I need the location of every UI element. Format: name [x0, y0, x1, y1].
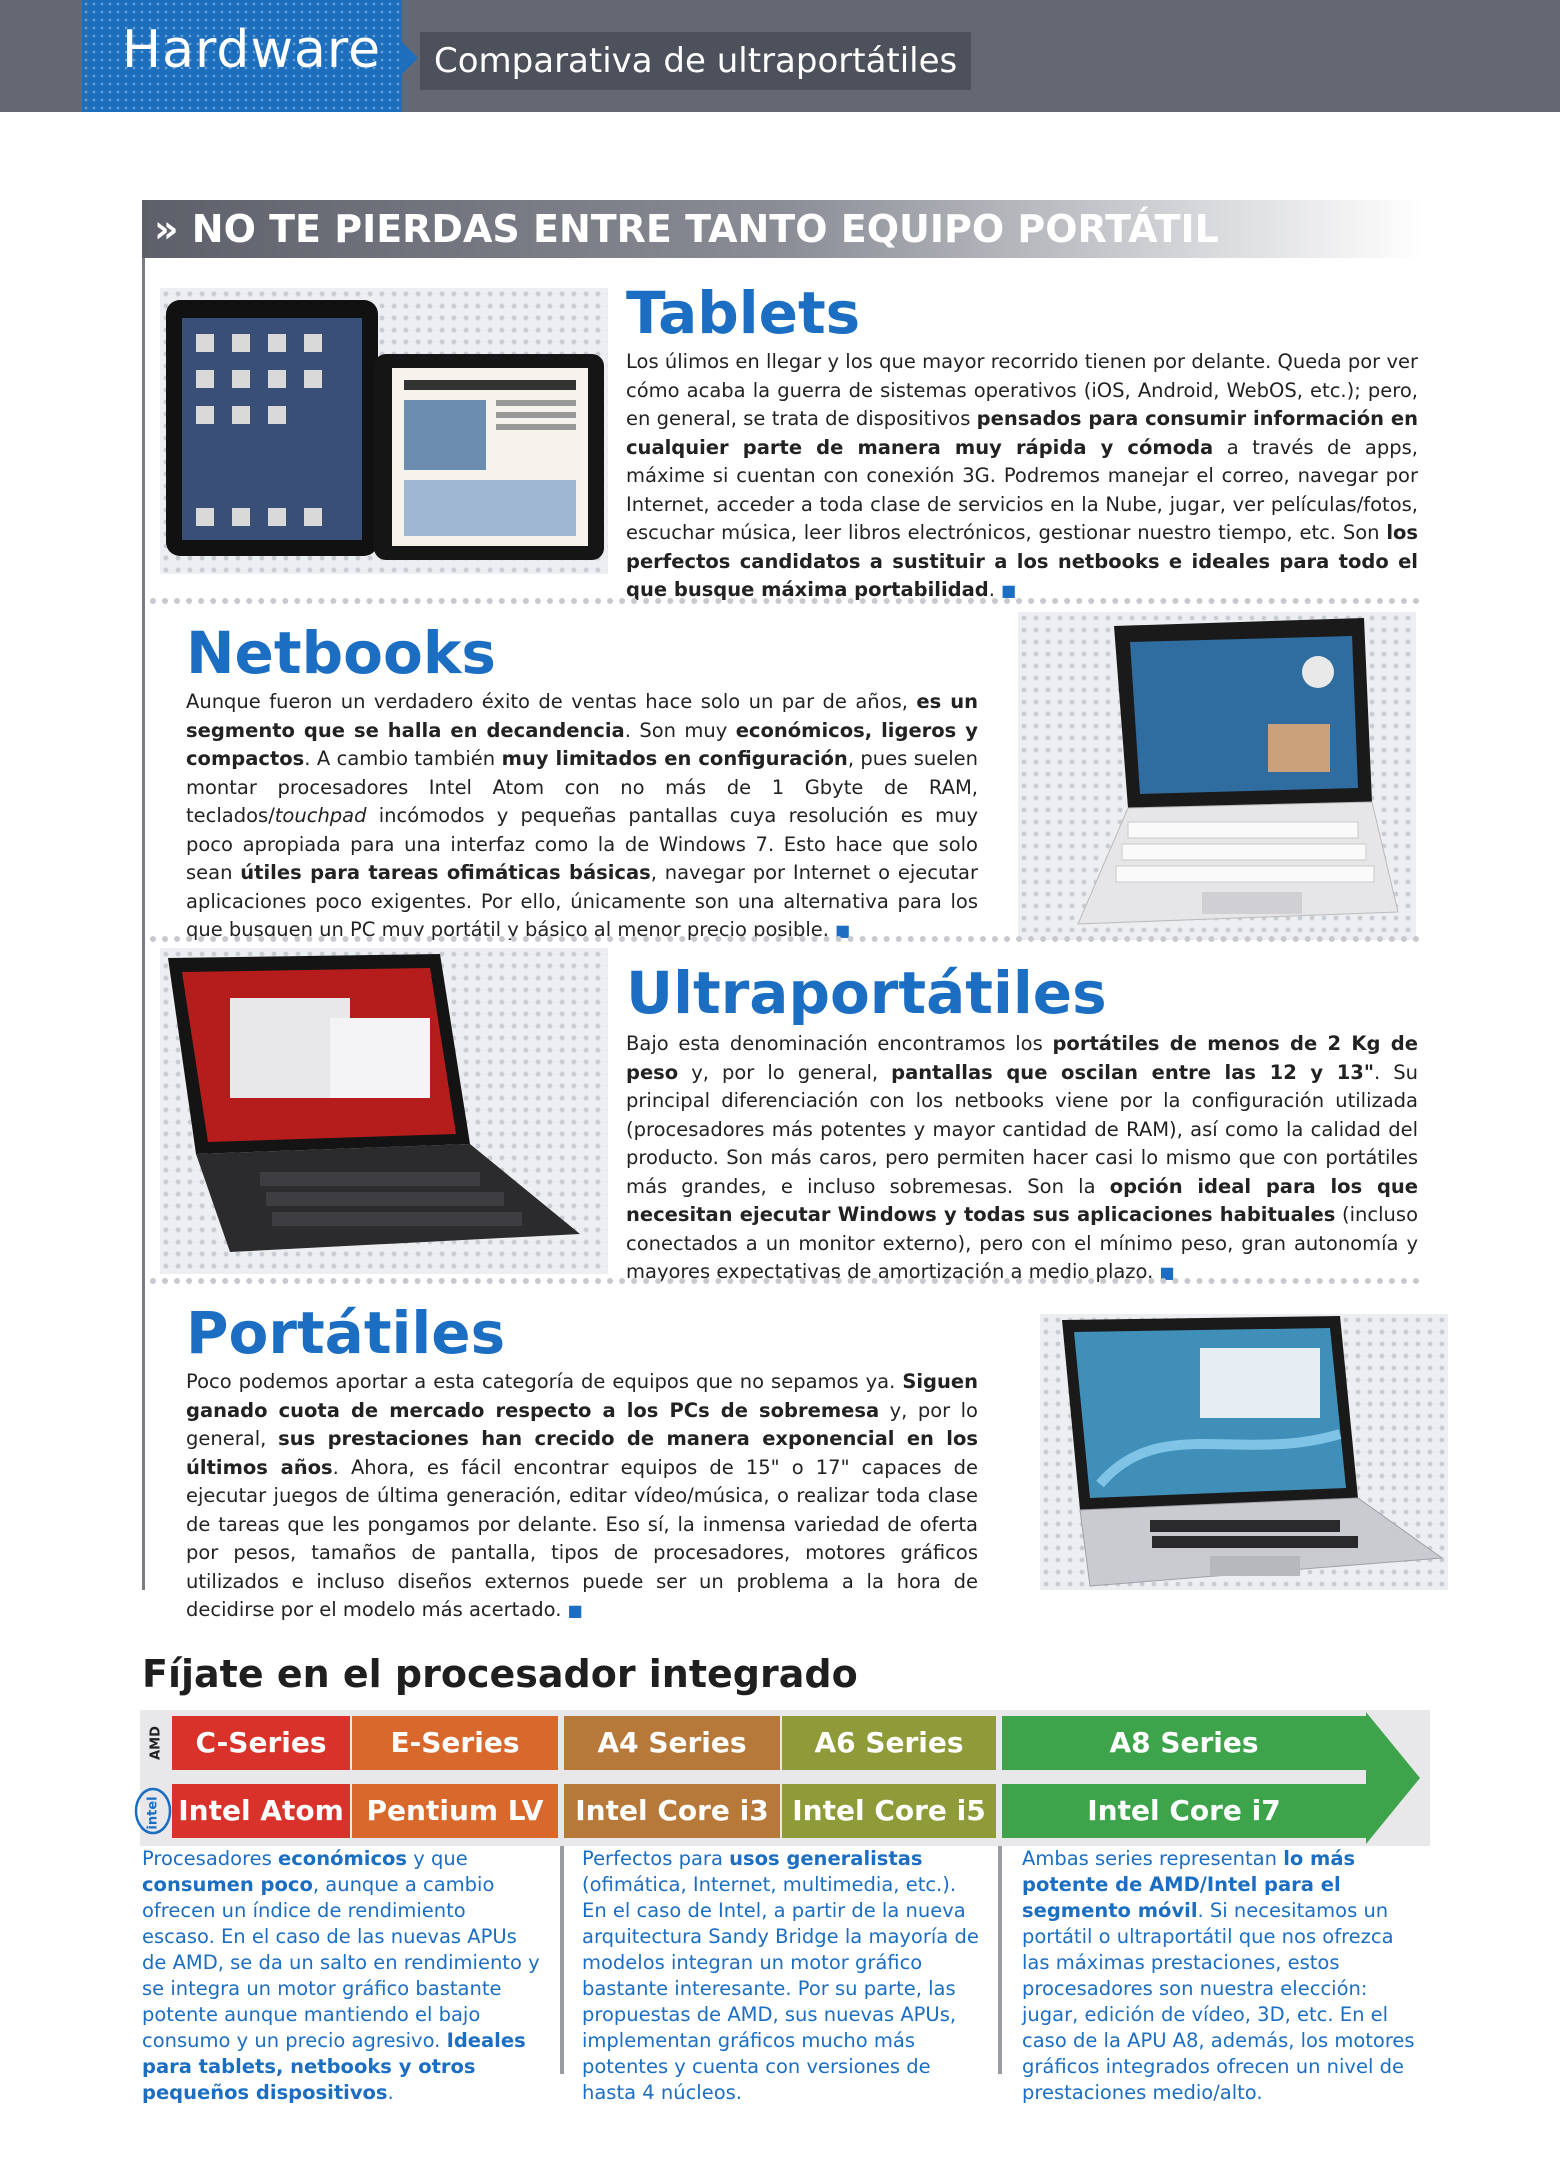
tablets-title: Tablets: [626, 279, 861, 347]
section-banner: » NO TE PIERDAS ENTRE TANTO EQUIPO PORTÁTIL: [142, 200, 1422, 258]
section-divider: [150, 1278, 1420, 1284]
text-run: , pues suelen montar procesadores Intel Atom con no más de 1 Gbyte de RAM, teclados/: [186, 747, 978, 827]
text-run: . Son muy: [624, 718, 736, 742]
text-run: Aunque fueron un verdadero éxito de ventas hace solo un par de años,: [186, 690, 917, 713]
end-mark: ■: [1001, 581, 1017, 600]
text-bold: opción ideal para los que necesitan ejecutar Windows y todas sus aplicaciones habituales: [626, 1174, 1419, 1226]
tablets-text: [626, 348, 1418, 606]
text-run: , aunque a cambio ofrecen un índice de rendimiento escaso. En el caso de las nuevas APUs de AMD, se da un salto en rendimiento y se integra un motor gráfico bastante potente aunque mantiendo el bajo consumo y un precio agresivo.: [142, 1873, 540, 2052]
section-title: Hardware: [122, 20, 382, 80]
text-bold: pensados para consumir información en cualquier parte de manera muy rápida y cómoda: [626, 407, 1418, 459]
text-run: . Ahora, es fácil encontrar equipos de 15" o 17" capaces de ejecutar juegos de última generación, editar vídeo/música, o realizar toda clase de tareas que les pongamos por delante. Eso sí, la inmensa variedad de oferta por pesos, tamaños de pantalla, tipos de procesadores, motores gráficos utilizados e incluso diseños externos puede ser un problema a la hora de decidirse por el modelo más acertado.: [186, 1455, 978, 1621]
intel-atom: Intel Atom: [172, 1784, 350, 1838]
text-run: y, por lo general,: [678, 1060, 892, 1084]
processor-col-low: [142, 1846, 542, 2106]
tablets-photo: [160, 288, 608, 574]
processor-col-high: [1022, 1846, 1422, 2106]
portatiles-title: Portátiles: [186, 1299, 506, 1367]
arrow-icon: [400, 40, 418, 76]
text-bold: sus prestaciones han crecido de manera exponencial en los últimos años: [186, 1427, 978, 1479]
subsection-title: Comparativa de ultraportátiles: [420, 32, 971, 90]
section-tab: [82, 0, 402, 112]
netbooks-title: Netbooks: [186, 619, 496, 687]
intel-logo-text: intel: [145, 1796, 161, 1830]
end-mark: ■: [1159, 1263, 1175, 1282]
text-bold: económicos: [278, 1847, 408, 1870]
text-run: . Si necesitamos un portátil o ultraportátil que nos ofrezca las máximas prestaciones, estos procesadores son nuestra elección: jugar, edición de vídeo, 3D, etc. En el caso de la APU A8, además, los motores gráficos integrados ofrecen un nivel de prestaciones medio/alto.: [1022, 1899, 1415, 2104]
text-run: Perfectos para: [582, 1847, 730, 1870]
netbooks-photo: [1018, 612, 1416, 940]
text-bold: consumen poco: [142, 1873, 313, 1896]
amd-a4-series: A4 Series: [564, 1716, 780, 1770]
text-bold: usos generalistas: [729, 1847, 923, 1870]
text-run: Bajo esta denominación encontramos los: [626, 1032, 1053, 1055]
intel-core-i5: Intel Core i5: [782, 1784, 996, 1838]
text-run: .: [387, 2081, 394, 2104]
ultrabook-image: [160, 948, 608, 1274]
amd-c-series: C-Series: [172, 1716, 350, 1770]
ultra-photo: [160, 948, 608, 1274]
text-run: .: [988, 578, 995, 601]
intel-core-i7: Intel Core i7: [1002, 1784, 1366, 1838]
text-bold: lo más potente de AMD/Intel para el segmento móvil: [1022, 1847, 1356, 1922]
portatiles-text: [186, 1368, 978, 1626]
processor-title: Fíjate en el procesador integrado: [142, 1652, 858, 1696]
ultra-title: Ultraportátiles: [626, 959, 1107, 1027]
text-bold: es un segmento que se halla en decandencia: [186, 690, 978, 742]
amd-logo-text: AMD: [148, 1726, 164, 1760]
text-run: Procesadores: [142, 1847, 279, 1870]
column-divider: [998, 1846, 1002, 2074]
text-bold: Siguen ganado cuota de mercado respecto a los PCs de sobremesa: [186, 1370, 978, 1422]
section-divider: [150, 936, 1420, 942]
text-run: (incluso conectados a un monitor externo), pero con el mínimo peso, gran autonomía y mayores expectativas de amortización a medio plazo.: [626, 1203, 1419, 1283]
text-run: Ambas series representan: [1022, 1847, 1284, 1870]
text-bold: los perfectos candidatos a sustituir a los netbooks e ideales para todo el que busque máxima portabilidad: [626, 521, 1418, 601]
text-run: Los úlimos en llegar y los que mayor recorrido tienen por delante. Queda por ver cómo acaba la guerra de sistemas operativos (iOS, Android, WebOS, etc.); pero, en general, se trata de dispositivos: [626, 350, 1418, 430]
left-rule: [142, 258, 145, 1590]
amd-a8-series: A8 Series: [1002, 1716, 1366, 1770]
text-run: . A cambio también: [304, 747, 502, 770]
text-bold: Ideales para tablets, netbooks y otros pequeños dispositivos: [142, 2029, 526, 2104]
text-run: Poco podemos aportar a esta categoría de equipos que no sepamos ya.: [186, 1370, 903, 1393]
intel-logo: [134, 1784, 172, 1838]
tablet-image: [160, 288, 608, 574]
text-run: (ofimática, Internet, multimedia, etc.). En el caso de Intel, a partir de la nueva arquitectura Sandy Bridge la mayoría de modelos integran un motor gráfico bastante interesante. Por su parte, las propuestas de AMD, sus nuevas APUs, implementan gráficos mucho más potentes y cuenta con versiones de hasta 4 núcleos.: [582, 1873, 979, 2104]
netbooks-text: [186, 688, 978, 946]
amd-logo: [142, 1716, 170, 1770]
text-run: . Su principal diferenciación con los netbooks viene por la configuración utilizada (procesadores más potentes y mayor cantidad de RAM), así como la calidad del producto. Son más caros, pero permiten hacer casi lo mismo que con portátiles más grandes, e incluso sobremesas. Son la: [626, 1060, 1419, 1198]
text-bold: muy limitados en configuración: [501, 747, 848, 770]
intel-core-i3: Intel Core i3: [564, 1784, 780, 1838]
column-divider: [560, 1846, 564, 2074]
laptop-image: [1040, 1314, 1448, 1590]
end-mark: ■: [835, 921, 851, 940]
portatiles-photo: [1040, 1314, 1448, 1590]
intel-pentium-lv: Pentium LV: [352, 1784, 558, 1838]
text-italic: touchpad: [274, 804, 367, 827]
text-bold: portátiles de menos de 2 Kg de peso: [626, 1032, 1418, 1084]
text-bold: útiles para tareas ofimáticas básicas: [240, 861, 651, 884]
text-run: y que: [407, 1847, 468, 1870]
text-bold: pantallas que oscilan entre las 12 y 13": [891, 1060, 1375, 1084]
text-run: y, por lo general,: [186, 1398, 978, 1450]
amd-a6-series: A6 Series: [782, 1716, 996, 1770]
section-divider: [150, 598, 1420, 604]
amd-e-series: E-Series: [352, 1716, 558, 1770]
text-run: incómodos y pequeñas pantallas cuya resolución es muy poco apropiada para una interfaz como la de Windows 7. Esto hace que solo sean: [186, 804, 978, 884]
processor-col-mid: [582, 1846, 982, 2106]
ultra-text: [626, 1030, 1418, 1288]
chevron-right-icon: [1366, 1712, 1420, 1844]
text-run: , navegar por Internet o ejecutar aplicaciones poco exigentes. Por ello, únicamente son una alternativa para los que busquen un PC muy portátil y básico al menor precio posible.: [186, 861, 978, 941]
page-header: [0, 0, 1560, 112]
text-run: a través de apps, máxime si cuentan con conexión 3G. Podremos manejar el correo, navegar por Internet, acceder a toda clase de servicios en la Nube, jugar, ver películas/fotos, escuchar música, leer libros electrónicos, gestionar nuestro tiempo, etc. Son: [626, 435, 1418, 544]
end-mark: ■: [567, 1601, 583, 1620]
text-bold: económicos, ligeros y compactos: [186, 718, 978, 770]
netbook-image: [1018, 612, 1416, 940]
